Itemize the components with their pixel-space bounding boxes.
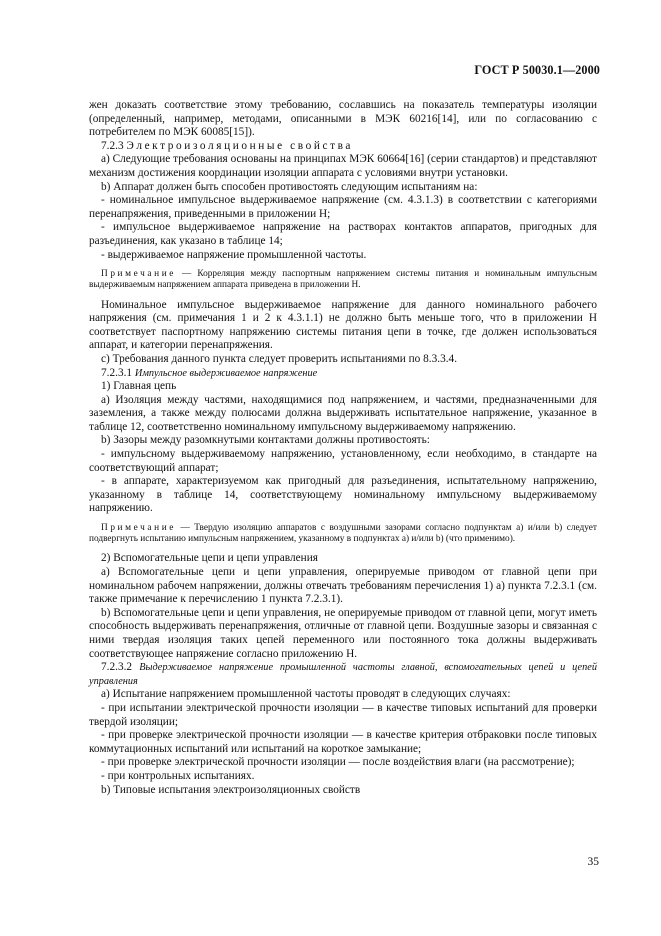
list-item: - импульсному выдерживаемому напряжению, установленному, если необходимо, в стандарте на соответствующий аппарат;	[89, 448, 597, 474]
paragraph-continuation: жен доказать соответствие этому требованию, сославшись на показатель температуры изоляции (определенный, например, методами, описанными в МЭК 60216[14], или по согласованию с потребителем по МЭК 60085[15]).	[89, 99, 597, 139]
page-number: 35	[587, 856, 599, 868]
paragraph-1b: b) Зазоры между разомкнутыми контактами должны противостоять:	[101, 434, 430, 447]
paragraph-nominal: Номинальное импульсное выдерживаемое напряжение для данного номинального рабочего напряжения (см. примечания 1 и 2 к 4.3.1.1) не должно быть меньше того, что в приложении Н соответствует паспортному напряжению системы питания цепи в точке, где должен использоваться аппарат, и категории перенапряжения.	[89, 298, 597, 352]
section-title: Выдерживаемое напряжение промышленной частоты главной, вспомогательных цепей и цепей управления	[89, 662, 597, 687]
note-label: Примечание	[101, 269, 176, 280]
section-7-2-3-2-heading	[89, 661, 597, 688]
section-title: Электроизоляционные свойства	[126, 139, 354, 152]
section-number: 7.2.3	[101, 139, 124, 152]
paragraph-pa: а) Испытание напряжением промышленной частоты проводят в следующих случаях:	[101, 688, 511, 701]
list-item: - при испытании электрической прочности изоляции — в качестве типовых испытаний для проверки твердой изоляции;	[89, 701, 597, 728]
paragraph-c: с) Требования данного пункта следует проверить испытаниями по 8.3.3.4.	[101, 352, 458, 365]
paragraph-1a: а) Изоляция между частями, находящимися под напряжением, и частями, предназначенными для заземления, а также между полюсами должна выдерживать испытательное напряжение, указанное в таблице 12, соответственно номинальному импульсному выдерживаемому напряжению.	[89, 393, 597, 433]
note-text: — Твердую изоляцию аппаратов с воздушными зазорами согласно подпунктам а) и/или b) следует подвергнуть испытанию импульсным напряжением, указанному в подпунктах а) и/или b) (что применимо).	[89, 523, 597, 545]
section-number: 7.2.3.2	[101, 661, 133, 674]
paragraph-b: b) Аппарат должен быть способен противостоять следующим испытаниям на:	[101, 180, 478, 193]
list-item: - номинальное импульсное выдерживаемое напряжение (см. 4.3.1.3) в соответствии с категориями перенапряжения, приведенными в приложении Н;	[89, 194, 597, 220]
list-item: - при проверке электрической прочности изоляции — после воздействия влаги (на рассмотрение);	[101, 756, 575, 769]
list-item: - при контрольных испытаниях.	[101, 769, 255, 782]
note-text: — Корреляция между паспортным напряжением системы питания и номинальным импульсным выдерживаемым напряжением аппарата приведена в приложении Н.	[89, 269, 597, 291]
list-item: - в аппарате, характеризуемом как пригодный для разъединения, испытательному напряжению, указанному в таблице 14, соответствующему номинальному импульсному выдерживаемому напряжению.	[89, 475, 597, 515]
paragraph-2a: а) Вспомогательные цепи и цепи управления, оперируемые приводом от главной цепи при номинальном рабочем напряжении, должны отвечать требованиям перечисления 1) а) пункта 7.2.3.1 (см. также примечание к перечислению 1 пункта 7.2.3.1).	[89, 566, 597, 606]
paragraph-main-circuit: 1) Главная цепь	[101, 380, 177, 393]
page-body	[89, 99, 597, 797]
paragraph-pb: b) Типовые испытания электроизоляционных свойств	[101, 783, 361, 796]
note-1	[89, 269, 597, 291]
standard-header: ГОСТ Р 50030.1—2000	[474, 63, 600, 77]
paragraph-2b: b) Вспомогательные цепи и цепи управления, не оперируемые приводом от главной цепи, могут иметь способность выдерживать перенапряжения, отличные от главной цепи. Воздушные зазоры и связанная с ними твердая изоляция таких цепей переменного или постоянного тока должны выдерживать соответствующее напряжение согласно приложению Н.	[89, 606, 597, 660]
paragraph-aux-circuits: 2) Вспомогательные цепи и цепи управления	[101, 552, 318, 565]
list-item: - при проверке электрической прочности изоляции — в качестве критерия отбраковки после типовых коммутационных испытаний или испытаний на короткое замыкание;	[89, 729, 597, 755]
section-title: Импульсное выдерживаемое напряжение	[134, 367, 318, 379]
list-item: - выдерживаемое напряжение промышленной частоты.	[101, 248, 367, 261]
section-7-2-3-1-heading	[89, 367, 597, 381]
section-number: 7.2.3.1	[101, 366, 133, 379]
note-2	[89, 523, 597, 545]
section-7-2-3-heading	[89, 140, 597, 154]
list-item: - импульсное выдерживаемое напряжение на растворах контактов аппаратов, пригодных для разъединения, как указано в таблице 14;	[89, 221, 597, 247]
note-label: Примечание	[101, 523, 176, 534]
paragraph-a: а) Следующие требования основаны на принципах МЭК 60664[16] (серии стандартов) и представляют механизм достижения координации изоляции аппарата с условиями внутри установки.	[89, 153, 597, 179]
